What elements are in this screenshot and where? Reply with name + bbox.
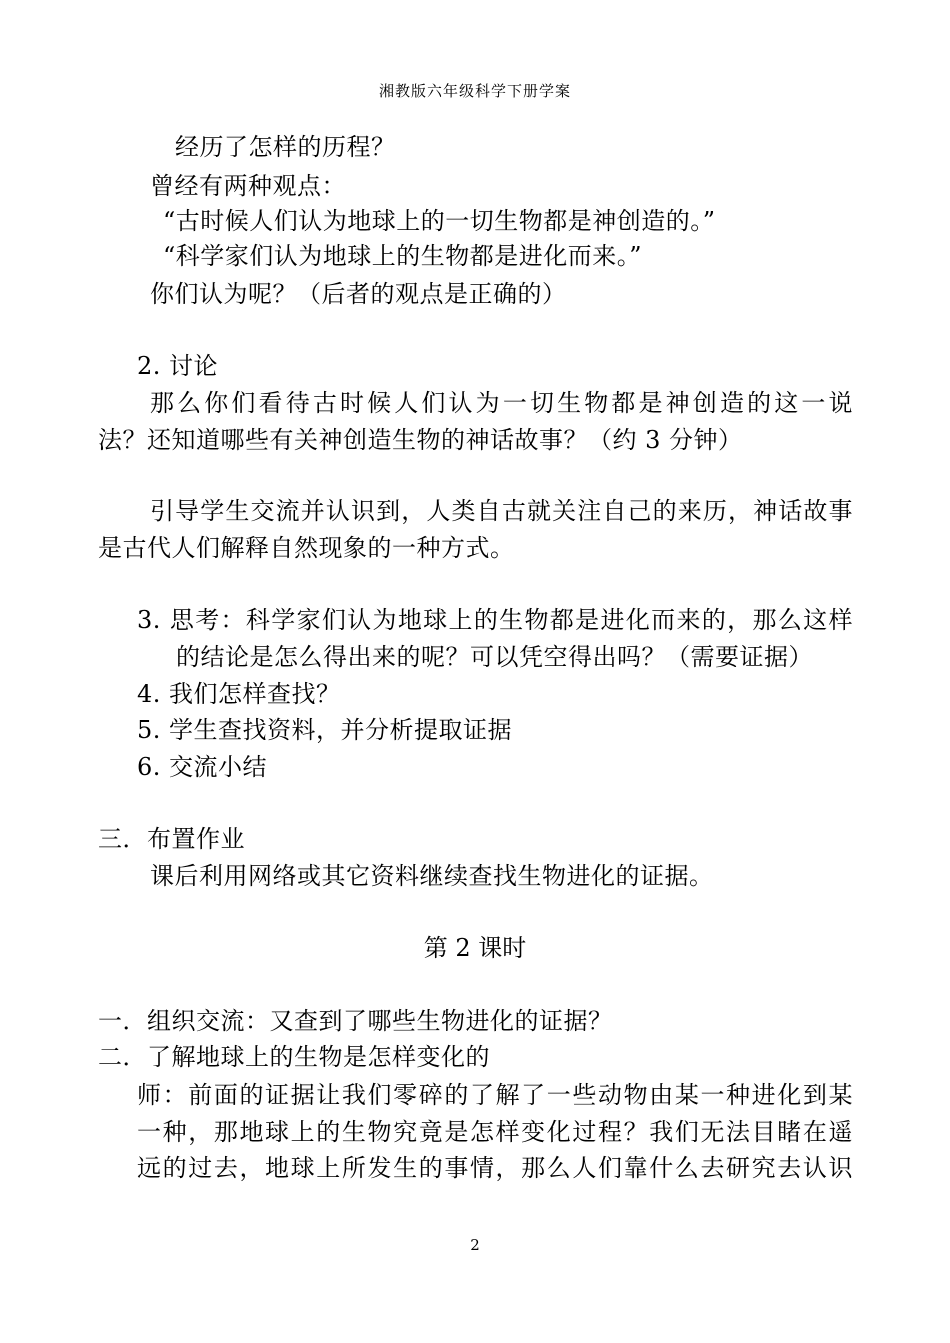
paragraph-line: 引导学生交流并认识到，人类自古就关注自己的来历，神话故事: [150, 497, 853, 525]
section-heading: 三．布置作业: [98, 825, 245, 853]
page-header: 湘教版六年级科学下册学案: [378, 82, 571, 100]
text-line: 经历了怎样的历程？: [175, 133, 396, 161]
list-item-continuation: 的结论是怎么得出来的呢？可以凭空得出吗？（需要证据）: [176, 643, 813, 671]
paragraph-line: 那么你们看待古时候人们认为一切生物都是神创造的这一说: [150, 389, 853, 417]
list-item: 6. 交流小结: [137, 753, 268, 781]
text-line: 曾经有两种观点：: [150, 172, 346, 200]
paragraph-line: 一种，那地球上的生物究竟是怎样变化过程？我们无法目睹在遥: [137, 1118, 853, 1146]
lesson-title: 第 2 课时: [423, 934, 527, 962]
section-heading: 一．组织交流：又查到了哪些生物进化的证据？: [98, 1007, 613, 1035]
list-item: 4. 我们怎样查找？: [137, 680, 341, 708]
page-number: 2: [470, 1236, 480, 1254]
paragraph-line: 是古代人们解释自然现象的一种方式。: [98, 534, 515, 562]
quote-line: “古时候人们认为地球上的一切生物都是神创造的。”: [163, 207, 716, 235]
list-item: 3. 思考：科学家们认为地球上的生物都是进化而来的，那么这样: [137, 606, 853, 634]
list-item-heading: 2. 讨论: [137, 352, 219, 380]
quote-line: “科学家们认为地球上的生物都是进化而来。”: [163, 242, 643, 270]
paragraph-line: 师：前面的证据让我们零碎的了解了一些动物由某一种进化到某: [137, 1081, 853, 1109]
paragraph-line: 法？还知道哪些有关神创造生物的神话故事？（约 3 分钟）: [98, 426, 743, 454]
section-heading: 二．了解地球上的生物是怎样变化的: [98, 1043, 490, 1071]
paragraph-line: 远的过去，地球上所发生的事情，那么人们靠什么去研究去认识: [137, 1154, 853, 1182]
paragraph-line: 课后利用网络或其它资料继续查找生物进化的证据。: [150, 862, 714, 890]
list-item: 5. 学生查找资料，并分析提取证据: [137, 716, 513, 744]
text-line: 你们认为呢？（后者的观点是正确的）: [150, 280, 567, 308]
